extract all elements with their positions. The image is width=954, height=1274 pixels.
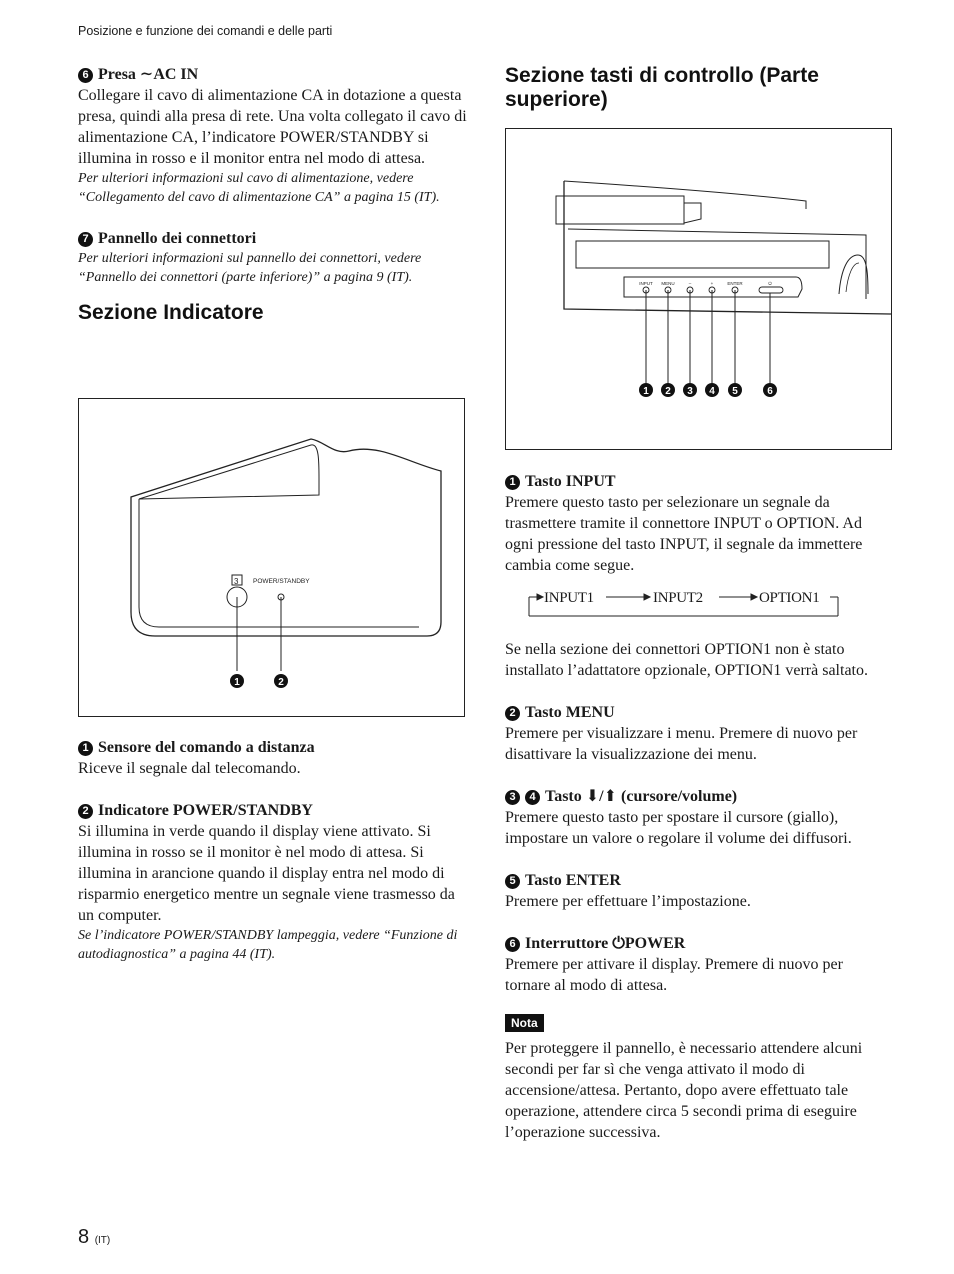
nota-block bbox=[505, 1014, 891, 1143]
callout-number: 1 bbox=[505, 475, 520, 490]
callout-number: 7 bbox=[78, 232, 93, 247]
btn-label-minus: – bbox=[688, 281, 692, 286]
control-item-1 bbox=[505, 471, 891, 576]
callout-number: 1 bbox=[78, 741, 93, 756]
btn-label-input: INPUT bbox=[639, 281, 653, 286]
callout-number: 5 bbox=[505, 874, 520, 889]
svg-text:1: 1 bbox=[643, 386, 649, 397]
power-button[interactable] bbox=[759, 287, 783, 293]
btn-label-power: ⏻ bbox=[768, 281, 772, 286]
controls-descriptions bbox=[505, 471, 891, 576]
c1-title: Tasto INPUT bbox=[525, 473, 616, 490]
c1-after: Se nella sezione dei connettori OPTION1 non è stato installato l’adattatore opzionale, OPTION1 verrà saltato. bbox=[505, 641, 868, 679]
item-6 bbox=[78, 64, 470, 207]
ind1-body: Riceve il segnale dal telecomando. bbox=[78, 760, 301, 777]
indicator-descriptions bbox=[78, 737, 470, 964]
control-item-6 bbox=[505, 933, 891, 996]
c5-title: Tasto ENTER bbox=[525, 872, 621, 889]
control-item-5 bbox=[505, 870, 891, 912]
callout-number: 6 bbox=[78, 68, 93, 83]
page-number-suffix: (IT) bbox=[94, 1235, 111, 1246]
svg-text:2: 2 bbox=[278, 677, 284, 688]
flow-input1: INPUT1 bbox=[544, 590, 594, 606]
svg-text:3: 3 bbox=[687, 386, 693, 397]
callout-c5 bbox=[728, 383, 742, 397]
flow-input2: INPUT2 bbox=[653, 590, 703, 606]
indicator-item-1 bbox=[78, 737, 470, 779]
page-number bbox=[78, 1226, 110, 1249]
callout-number: 2 bbox=[505, 706, 520, 721]
c5-body: Premere per effettuare l’impostazione. bbox=[505, 893, 751, 910]
flow-option1: OPTION1 bbox=[759, 590, 820, 606]
section-controls-heading: Sezione tasti di controllo (Parte superiore) bbox=[505, 64, 819, 111]
callout-2 bbox=[274, 674, 288, 688]
page-number-value: 8 bbox=[78, 1226, 90, 1248]
nota-badge: Nota bbox=[505, 1014, 544, 1032]
indicator-item-2 bbox=[78, 800, 470, 964]
btn-label-plus: + bbox=[710, 281, 714, 286]
callout-c1 bbox=[639, 383, 653, 397]
controls-drawing bbox=[506, 129, 891, 449]
c6-body: Premere per attivare il display. Premere di nuovo per tornare al modo di attesa. bbox=[505, 956, 843, 994]
indicator-drawing bbox=[79, 399, 464, 716]
item-7-note: Per ulteriori informazioni sul pannello dei connettori, vedere “Pannello dei connettori (parte inferiore)” a pagina 9 (IT). bbox=[78, 251, 422, 285]
svg-text:5: 5 bbox=[732, 386, 738, 397]
callout-number: 6 bbox=[505, 937, 520, 952]
callout-number: 3 bbox=[505, 790, 520, 805]
power-standby-label: POWER/STANDBY bbox=[253, 578, 310, 585]
ind2-note: Se l’indicatore POWER/STANDBY lampeggia, vedere “Funzione di autodiagnostica” a pagina 44 (IT). bbox=[78, 928, 458, 962]
callout-c6 bbox=[763, 383, 777, 397]
c2-title: Tasto MENU bbox=[525, 704, 615, 721]
running-header: Posizione e funzione dei comandi e delle parti bbox=[78, 24, 333, 38]
input-cycle-diagram bbox=[505, 586, 845, 622]
callout-c3 bbox=[683, 383, 697, 397]
ind1-title: Sensore del comando a distanza bbox=[98, 739, 315, 756]
c6-title: Interruttore ⏻POWER bbox=[525, 935, 686, 952]
item-6-note: Per ulteriori informazioni sul cavo di alimentazione, vedere “Collegamento del cavo di alimentazione CA” a pagina 15 (IT). bbox=[78, 171, 440, 205]
c1-body: Premere questo tasto per selezionare un segnale da trasmettere tramite il connettore INPUT o OPTION. Ad ogni pressione del tasto INPUT, il segnale da immettere cambia come segue. bbox=[505, 494, 863, 574]
c34-body: Premere questo tasto per spostare il cursore (giallo), impostare un valore o regolare il volume dei diffusori. bbox=[505, 809, 852, 847]
controls-descriptions-2 bbox=[505, 639, 891, 1143]
callout-c2 bbox=[661, 383, 675, 397]
item-7 bbox=[78, 228, 470, 287]
callout-number: 4 bbox=[525, 790, 540, 805]
controls-figure bbox=[505, 128, 892, 450]
control-item-34 bbox=[505, 786, 891, 849]
btn-label-menu: MENU bbox=[661, 281, 675, 286]
svg-text:2: 2 bbox=[665, 386, 671, 397]
svg-text:1: 1 bbox=[234, 677, 240, 688]
callout-number: 2 bbox=[78, 804, 93, 819]
svg-text:3: 3 bbox=[234, 577, 239, 586]
item-6-title: Presa ∼AC IN bbox=[98, 66, 199, 83]
svg-text:6: 6 bbox=[767, 386, 773, 397]
nota-body: Per proteggere il pannello, è necessario attendere alcuni secondi per far sì che venga attivato il modo di accensione/attesa. Pertanto, dopo avere effettuato tale operazione, attendere circa 5 secondi prima di eseguire l’operazione successiva. bbox=[505, 1040, 863, 1141]
left-column bbox=[78, 64, 470, 325]
c34-title: Tasto ⬇/⬆ (cursore/volume) bbox=[545, 788, 738, 805]
control-item-2 bbox=[505, 702, 891, 765]
ind2-body: Si illumina in verde quando il display viene attivato. Si illumina in rosso se il monitor è nel modo di attesa. Si illumina in arancione quando il display entra nel modo di risparmio energetico mentre un segnale viene trasmesso da un computer. bbox=[78, 823, 455, 924]
ind2-title: Indicatore POWER/STANDBY bbox=[98, 802, 313, 819]
callout-c4 bbox=[705, 383, 719, 397]
item-6-body: Collegare il cavo di alimentazione CA in dotazione a questa presa, quindi alla presa di rete. Una volta collegato il cavo di alimentazione CA, l’indicatore POWER/STANDBY si illumina in rosso e il monitor entra nel modo di attesa. bbox=[78, 87, 467, 167]
svg-text:4: 4 bbox=[709, 386, 715, 397]
btn-label-enter: ENTER bbox=[727, 281, 743, 286]
section-indicator-heading: Sezione Indicatore bbox=[78, 301, 264, 324]
callout-1 bbox=[230, 674, 244, 688]
right-column bbox=[505, 64, 891, 112]
item-7-title: Pannello dei connettori bbox=[98, 230, 257, 247]
c2-body: Premere per visualizzare i menu. Premere di nuovo per disattivare la visualizzazione dei menu. bbox=[505, 725, 858, 763]
indicator-figure bbox=[78, 398, 465, 717]
